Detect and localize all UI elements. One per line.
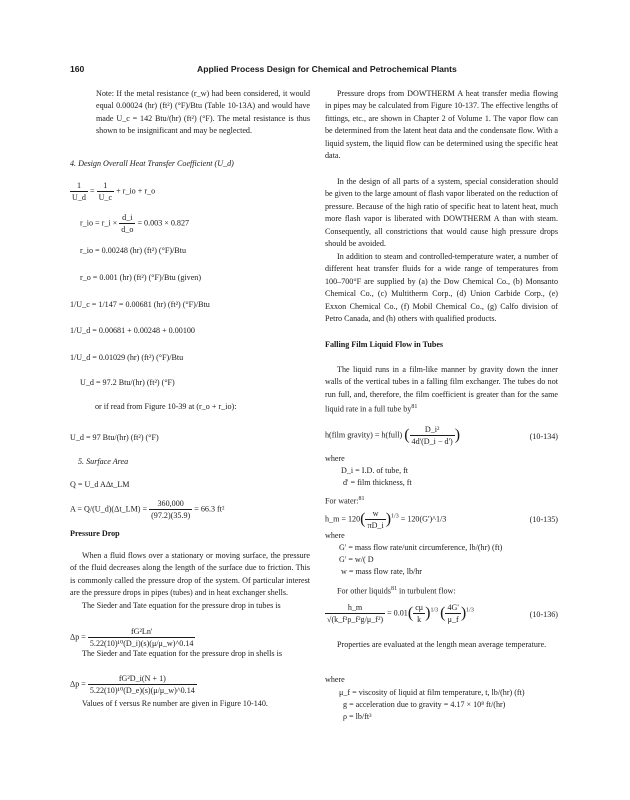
definition-g-prime-formula: G' = w/( D <box>339 555 374 564</box>
eq13-den: 5.22(10)¹⁰(D_i)(s)(μ/μ_w)^0.14 <box>89 639 194 648</box>
eq136-f2-num: 4G' <box>447 603 459 612</box>
equation-5: 1/U_c = 1/147 = 0.00681 (hr) (ft²) (°F)/Btu <box>70 300 210 309</box>
eq2-lhs: r_io = r_i × <box>80 218 118 228</box>
eq135-den: πD_i <box>367 521 384 530</box>
equation-10: U_d = 97 Btu/(hr) (ft²) (°F) <box>70 433 159 442</box>
equation-8: U_d = 97.2 Btu/(hr) (ft²) (°F) <box>80 378 175 387</box>
equation-number-10-136: (10-136) <box>529 610 558 619</box>
eq135-num: w <box>365 508 385 520</box>
equation-3: r_io = 0.00248 (hr) (ft²) (°F)/Btu <box>80 246 186 255</box>
eq134-den: 4d'(D_i − d') <box>411 437 453 446</box>
heat-transfer-fluids-paragraph: In addition to steam and controlled-temperature water, a number of different heat transfer fluids for a wide range of temperatures from 100–700°F are supplied by (a) the Dow Chemical Co., (b) Monsanto Chemical Co., (c) Multitherm Corp., (d) Union Carbide Corp., (e) Exxon Chemical Co., (f) Mobil Chemical Co., (g) Calfo division of Petro Canada, and (h) others with qualified products. <box>325 252 558 324</box>
definition-d-prime: d' = film thickness, ft <box>343 478 412 487</box>
left-column <box>70 88 310 708</box>
other-liquids-text: For other liquids <box>337 586 391 596</box>
eq2-den: d_o <box>121 225 134 234</box>
other-liquids-tail: in turbulent flow: <box>396 586 456 596</box>
eq2-num: d_i <box>119 212 135 224</box>
pressure-drop-paragraph-1: When a fluid flows over a stationary or moving surface, the pressure of the fluid decreases along the length of the surface due to friction. This is commonly called the pressure drop of the system. Of particular interest are the pressure drops in pipes (tubes) and in heat exchanger shells. <box>70 551 310 598</box>
eq136-f1-den: k <box>417 615 422 624</box>
step4-heading: 4. Design Overall Heat Transfer Coefficient (U_d) <box>70 159 234 168</box>
eq1-lhs-num: 1 <box>70 180 88 192</box>
eq136-mid: = 0.01 <box>387 608 408 618</box>
eq12-den: (97.2)(35.9) <box>151 511 191 520</box>
pressure-drop-heading: Pressure Drop <box>70 529 120 538</box>
other-liquids-label <box>337 583 456 598</box>
equation-10-134: h(film gravity) = h(full) ( $\frac{\text{D\_i²}}{4d'(D\_i - d')}$ ) <box>325 425 461 446</box>
equation-13 <box>70 626 195 649</box>
eq136-f1-num: cμ <box>415 603 424 612</box>
eq1-mid-den: U_c <box>98 193 113 202</box>
falling-film-ref: 81 <box>411 404 418 411</box>
falling-film-paragraph <box>325 364 558 416</box>
eq1-rest: + r_io + r_o <box>116 186 156 196</box>
note-paragraph: Note: If the metal resistance (r_w) had been considered, it would equal 0.00024 (hr) (ft²) (°F)/Btu (Table 10-13A) and would have made U_c = 142 Btu/(hr) (ft²) (°F). The metal resistance is thus shown to be insignificant and may be neglected. <box>96 89 310 136</box>
equation-number-10-134: (10-134) <box>529 432 558 441</box>
eq136-exp-1: 1/3 <box>430 607 439 614</box>
eq136-num: h_m <box>325 602 385 614</box>
equation-2 <box>80 212 189 235</box>
equation-11: Q = U_d AΔt_LM <box>70 480 130 489</box>
eq13-num: fG²Ln' <box>88 626 196 638</box>
eq136-f2-den: μ_f <box>447 615 459 624</box>
equation-number-10-135: (10-135) <box>529 515 558 524</box>
equation-14 <box>70 673 197 696</box>
definition-g-prime: G' = mass flow rate/unit circumference, lb/(hr) (ft) <box>339 543 503 552</box>
eq1-mid-num: 1 <box>97 180 114 192</box>
eq1-lhs-den: U_d <box>72 193 86 202</box>
definition-w: w = mass flow rate, lb/hr <box>341 567 422 576</box>
equation-12 <box>70 498 224 521</box>
falling-film-heading: Falling Film Liquid Flow in Tubes <box>325 340 444 349</box>
equation-6: 1/U_d = 0.00681 + 0.00248 + 0.00100 <box>70 326 195 335</box>
pressure-drop-paragraph-2: The Sieder and Tate equation for the pressure drop in tubes is <box>82 601 281 610</box>
for-water-label <box>325 493 365 508</box>
flash-vapor-paragraph: In the design of all parts of a system, special consideration should be given to the large amount of flash vapor liberated on the reduction of pressure. Because of the high ratio of specific heat to latent heat, much more flash vapor is liberated with DOWTHERM A than with steam. Consequently, all constrictions that would cause high pressure drops should be avoided. <box>325 177 558 249</box>
equation-10-135: h_m = 120( $\frac{w}{\pi D\_i}$ )$^{1/3}$ = 120(G')^1/3 <box>325 509 447 530</box>
other-liquids-ref: 81 <box>390 586 397 592</box>
pressure-drop-paragraph-3: The Sieder and Tate equation for the pressure drop in shells is <box>82 649 282 658</box>
definition-g: g = acceleration due to gravity = 4.17 × 10⁸ ft/(hr) <box>343 700 506 709</box>
page-number: 160 <box>70 64 85 74</box>
eq14-lhs: Δp = <box>70 679 86 689</box>
eq14-num: fG²D_i(N + 1) <box>88 673 197 685</box>
equation-1: $\frac{1}{U\_d}$ = $\frac{1}{U\_c}$ + r_io + r_o <box>72 181 156 202</box>
figure-reference-line: or if read from Figure 10-39 at (r_o + r_io): <box>95 402 237 411</box>
where-label-2: where <box>325 531 345 540</box>
dowtherm-paragraph: Pressure drops from DOWTHERM A heat transfer media flowing in pipes may be calculated from Figure 10-137. The effective lengths of fittings, etc., are shown in Chapter 2 of Volume 1. The vapor flow can be determined from the latent heat data and the condensate flow. With a liquid system, the liquid flow can be determined using the specific heat data. <box>325 89 558 161</box>
eq12-lhs: A = Q/(U_d)(Δt_LM) = <box>70 504 148 514</box>
eq135-lhs: h_m = 120 <box>325 514 361 524</box>
where-label-1: where <box>325 454 345 463</box>
equation-4: r_o = 0.001 (hr) (ft²) (°F)/Btu (given) <box>80 273 202 282</box>
equation-10-136: $\frac{h\_m}{\text{√(k\_f³ρ\_f²g/μ\_f²)}}$ = 0.01( $\frac{c\mu}{k}$ )$^{1/3}$ ( $\frac{4G'}{\mu\_f}$ )$^{1/3}$ <box>327 603 474 624</box>
eq12-num: 360,000 <box>149 498 192 510</box>
running-header <box>70 64 558 80</box>
eq135-rhs: = 120(G')^1/3 <box>400 514 447 524</box>
eq2-rhs: = 0.003 × 0.827 <box>137 218 190 228</box>
pressure-drop-paragraph-4: Values of f versus Re number are given in Figure 10-140. <box>82 699 268 708</box>
definition-di: D_i = I.D. of tube, ft <box>341 466 409 475</box>
running-title: Applied Process Design for Chemical and Petrochemical Plants <box>197 64 457 74</box>
eq136-den: √(k_f³ρ_f²g/μ_f²) <box>327 615 384 624</box>
definition-rho: ρ = lb/ft³ <box>343 712 372 721</box>
eq12-rhs: = 66.3 ft² <box>194 504 225 514</box>
properties-paragraph: Properties are evaluated at the length mean average temperature. <box>337 640 547 649</box>
step5-heading: 5. Surface Area <box>78 457 129 466</box>
falling-film-text: The liquid runs in a film-like manner by gravity down the inner walls of the vertical tubes in a falling film exchanger. The tubes do not run full, and, therefore, the film coefficient is greater than for the same liquid rate in a full tube by <box>325 365 558 414</box>
equation-7: 1/U_d = 0.01029 (hr) (ft²) (°F)/Btu <box>70 353 184 362</box>
for-water-text: For water: <box>325 496 359 506</box>
eq134-lhs: h(film gravity) = h(full) <box>325 430 403 440</box>
right-column <box>325 88 558 721</box>
eq134-num: D_i² <box>410 424 455 436</box>
eq14-den: 5.22(10)¹⁰(D_e)(s)(μ/μ_w)^0.14 <box>89 686 195 695</box>
where-label-3: where <box>325 675 345 684</box>
definition-mu-f: μ_f = viscosity of liquid at film temperature, t, lb/(hr) (ft) <box>339 688 525 697</box>
for-water-ref: 81 <box>358 496 365 502</box>
eq136-exp-2: 1/3 <box>466 607 474 614</box>
eq13-lhs: Δp = <box>70 632 86 642</box>
eq135-exp: 1/3 <box>391 513 399 520</box>
